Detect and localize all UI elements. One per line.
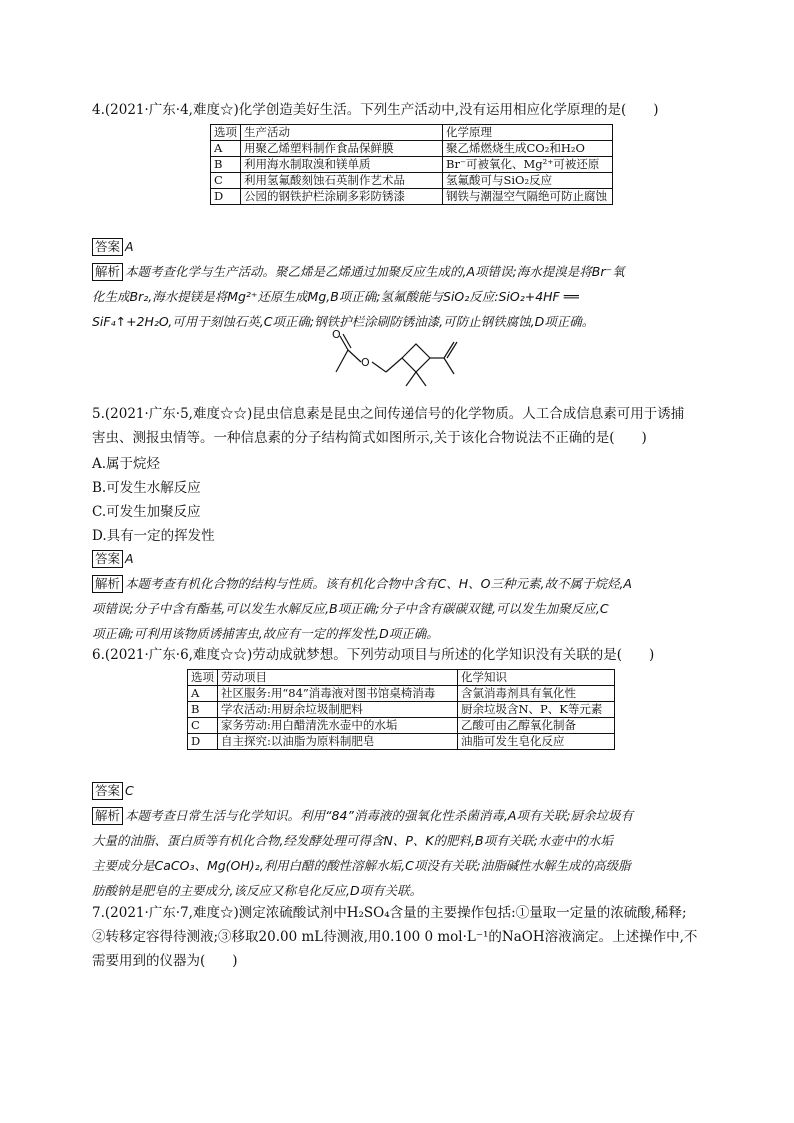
table-cell: B (211, 157, 241, 173)
table-cell: 家务劳动:用白醋清洗水壶中的水垢 (218, 718, 458, 734)
q7-stem (92, 901, 712, 973)
q6-stem (92, 643, 712, 667)
analysis-line: 肪酸钠是肥皂的主要成分,该反应又称皂化反应,D项有关联。 (92, 883, 423, 898)
q4-analysis (92, 259, 712, 334)
table-cell: Br⁻可被氧化、Mg²⁺可被还原 (443, 157, 613, 173)
analysis-line: 本题考查日常生活与化学知识。利用“84”消毒液的强氧化性杀菌消毒,A项有关联;厨余垃圾有 (125, 808, 634, 823)
q5-stem (92, 402, 712, 450)
q7-stem-line: 需要用到的仪器为( ) (92, 953, 238, 969)
q6-analysis (92, 803, 712, 903)
analysis-line: 大量的油脂、蛋白质等有机化合物,经发酵处理可得含N、P、K的肥料,B项有关联;水壶中的水垢 (92, 833, 613, 848)
table-header-cell: 劳动项目 (218, 670, 458, 686)
table-header-cell: 生产活动 (241, 125, 443, 141)
analysis-tag: 解析 (92, 575, 123, 593)
q4-stem (92, 98, 712, 122)
table-cell: C (188, 718, 218, 734)
table-row (188, 686, 615, 702)
option-b: B.可发生水解反应 (92, 480, 201, 496)
q7-stem-line: ②转移定容得待测液;③移取20.00 mL待测液,用0.100 0 mol·L⁻¹的NaOH溶液滴定。上述操作中,不 (92, 929, 698, 945)
q5-answer (92, 546, 712, 571)
q6-table (187, 669, 615, 750)
analysis-line: 本题考查化学与生产活动。聚乙烯是乙烯通过加聚反应生成的,A项错误;海水提溴是将Br⁻氧 (125, 264, 625, 279)
option-c: C.可发生加聚反应 (92, 504, 201, 520)
carbonyl-oxygen-label: O (332, 330, 341, 341)
option-a: A.属于烷烃 (92, 456, 161, 472)
table-header-cell: 选项 (188, 670, 218, 686)
table-cell: C (211, 173, 241, 189)
table-cell: 聚乙烯燃烧生成CO₂和H₂O (443, 141, 613, 157)
table-cell: 用聚乙烯塑料制作食品保鲜膜 (241, 141, 443, 157)
q5-stem-line: 害虫、测报虫情等。一种信息素的分子结构简式如图所示,关于该化合物说法不正确的是( ) (92, 430, 647, 446)
answer-value: A (125, 239, 134, 254)
analysis-line: SiF₄↑+2H₂O,可用于刻蚀石英,C项正确;钢铁护栏涂刷防锈油漆,可防止钢铁腐蚀,D项正确。 (92, 314, 595, 329)
table-row (211, 189, 613, 205)
table-cell: 乙酸可由乙醇氧化制备 (458, 718, 615, 734)
table-row (211, 173, 613, 189)
table-header-cell: 选项 (211, 125, 241, 141)
table-cell: 自主探究:以油脂为原料制肥皂 (218, 734, 458, 750)
table-row (188, 718, 615, 734)
table-row (188, 734, 615, 750)
molecule-structure-figure (330, 330, 470, 392)
answer-value: A (125, 551, 134, 566)
q4-stem-line: 4.(2021·广东·4,难度☆)化学创造美好生活。下列生产活动中,没有运用相应化学原理的是( ) (92, 102, 659, 118)
table-cell: 利用海水制取溴和镁单质 (241, 157, 443, 173)
table-cell: 社区服务:用“84”消毒液对图书馆桌椅消毒 (218, 686, 458, 702)
answer-value: C (125, 783, 134, 798)
answer-tag: 答案 (92, 782, 123, 800)
analysis-tag: 解析 (92, 263, 123, 281)
q6-stem-line: 6.(2021·广东·6,难度☆☆)劳动成就梦想。下列劳动项目与所述的化学知识没有关联的是( ) (92, 647, 655, 663)
analysis-line: 化生成Br₂,海水提镁是将Mg²⁺还原生成Mg,B项正确;氢氟酸能与SiO₂反应:SiO₂+4HF ══ (92, 289, 579, 304)
table-cell: 厨余垃圾含N、P、K等元素 (458, 702, 615, 718)
analysis-line: 本题考查有机化合物的结构与性质。该有机化合物中含有C、H、O三种元素,故不属于烷烃,A (125, 576, 632, 591)
oxygen-atom-label: O (361, 356, 370, 369)
q5-analysis (92, 571, 712, 646)
table-row (211, 141, 613, 157)
answer-tag: 答案 (92, 550, 123, 568)
table-row (188, 702, 615, 718)
table-cell: A (188, 686, 218, 702)
table-cell: B (188, 702, 218, 718)
q4-table (210, 124, 613, 205)
q6-answer (92, 778, 712, 803)
q5-stem-line: 5.(2021·广东·5,难度☆☆)昆虫信息素是昆虫之间传递信号的化学物质。人工合成信息素可用于诱捕 (92, 406, 685, 422)
table-cell: 钢铁与潮湿空气隔绝可防止腐蚀 (443, 189, 613, 205)
table-cell: D (211, 189, 241, 205)
q4-answer (92, 234, 712, 259)
analysis-tag: 解析 (92, 807, 123, 825)
table-cell: 油脂可发生皂化反应 (458, 734, 615, 750)
analysis-line: 项正确;可利用该物质诱捕害虫,故应有一定的挥发性,D项正确。 (92, 626, 439, 641)
table-header-row (188, 670, 615, 686)
table-cell: 学农活动:用厨余垃圾制肥料 (218, 702, 458, 718)
table-cell: A (211, 141, 241, 157)
table-cell: 利用氢氟酸刻蚀石英制作艺术品 (241, 173, 443, 189)
table-cell: D (188, 734, 218, 750)
table-header-row (211, 125, 613, 141)
table-cell: 公园的钢铁护栏涂刷多彩防锈漆 (241, 189, 443, 205)
analysis-line: 主要成分是CaCO₃、Mg(OH)₂,利用白醋的酸性溶解水垢,C项没有关联;油脂碱性水解生成的高级脂 (92, 858, 631, 873)
table-header-cell: 化学知识 (458, 670, 615, 686)
table-header-cell: 化学原理 (443, 125, 613, 141)
table-cell: 含氯消毒剂具有氧化性 (458, 686, 615, 702)
option-d: D.具有一定的挥发性 (92, 528, 215, 544)
q7-stem-line: 7.(2021·广东·7,难度☆)测定浓硫酸试剂中H₂SO₄含量的主要操作包括:①量取一定量的浓硫酸,稀释; (92, 905, 687, 921)
answer-tag: 答案 (92, 238, 123, 256)
table-row (211, 157, 613, 173)
analysis-line: 项错误;分子中含有酯基,可以发生水解反应,B项正确;分子中含有碳碳双键,可以发生加聚反应,C (92, 601, 609, 616)
table-cell: 氢氟酸可与SiO₂反应 (443, 173, 613, 189)
